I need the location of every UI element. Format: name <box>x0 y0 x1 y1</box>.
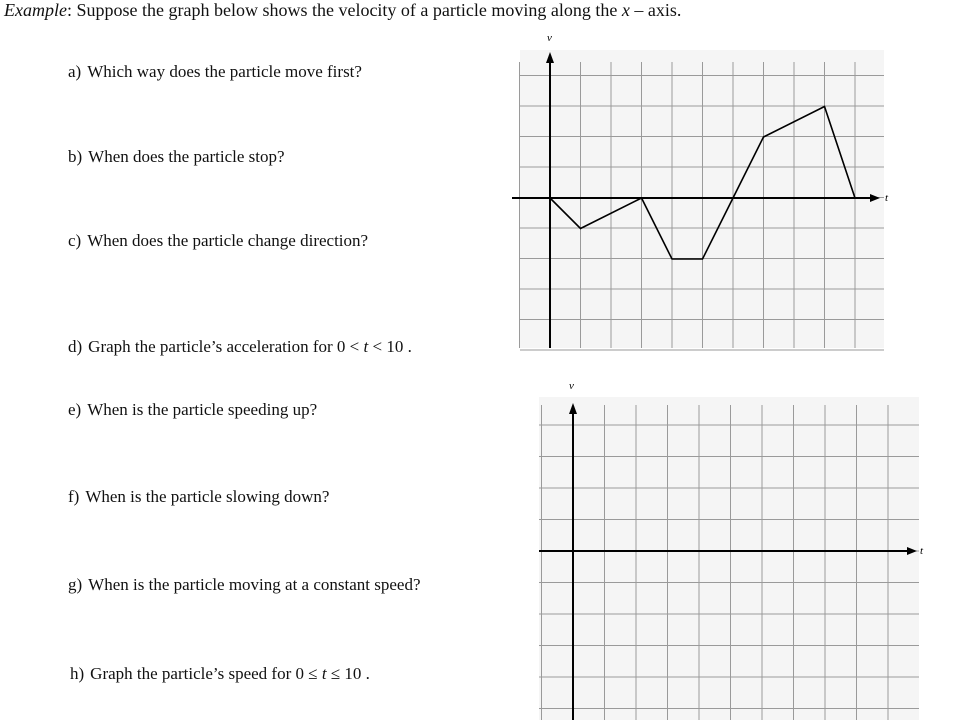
question-label: a) <box>68 62 82 81</box>
question-text: When is the particle moving at a constant speed? <box>88 575 421 594</box>
question-label: g) <box>68 575 83 594</box>
v-axis-label: v <box>547 32 552 44</box>
header-text-2: – axis. <box>629 0 682 20</box>
blank-graph <box>525 375 935 720</box>
question-c <box>68 231 368 251</box>
question-label: h) <box>70 664 85 683</box>
question-text: When does the particle stop? <box>88 147 285 166</box>
interval-math: 0 ≤ t ≤ 10 . <box>295 664 370 683</box>
question-label: f) <box>68 487 80 506</box>
interval-math: 0 < t < 10 . <box>336 337 412 356</box>
example-header <box>4 0 681 20</box>
grid-background <box>539 397 919 720</box>
question-b <box>68 147 285 167</box>
header-variable: x <box>621 0 630 20</box>
question-label: c) <box>68 231 82 250</box>
v-axis-label: v <box>569 380 574 392</box>
question-text: Graph the particle’s acceleration for <box>88 337 333 356</box>
question-text: When does the particle change direction? <box>87 231 369 250</box>
question-text: When is the particle slowing down? <box>85 487 330 506</box>
question-text: When is the particle speeding up? <box>87 400 318 419</box>
question-text: Graph the particle’s speed for <box>90 664 292 683</box>
t-axis-label: t <box>885 192 889 204</box>
velocity-graph <box>500 28 900 358</box>
question-d <box>68 337 412 357</box>
question-label: d) <box>68 337 83 356</box>
question-e <box>68 400 317 420</box>
question-h <box>70 664 370 684</box>
example-lead: Example <box>4 0 67 20</box>
question-label: b) <box>68 147 83 166</box>
question-f <box>68 487 329 507</box>
header-text-1: : Suppose the graph below shows the velocity of a particle moving along the <box>66 0 622 20</box>
question-g <box>68 575 421 595</box>
question-text: Which way does the particle move first? <box>87 62 362 81</box>
t-axis-label: t <box>920 545 924 557</box>
question-a <box>68 62 362 82</box>
question-label: e) <box>68 400 82 419</box>
